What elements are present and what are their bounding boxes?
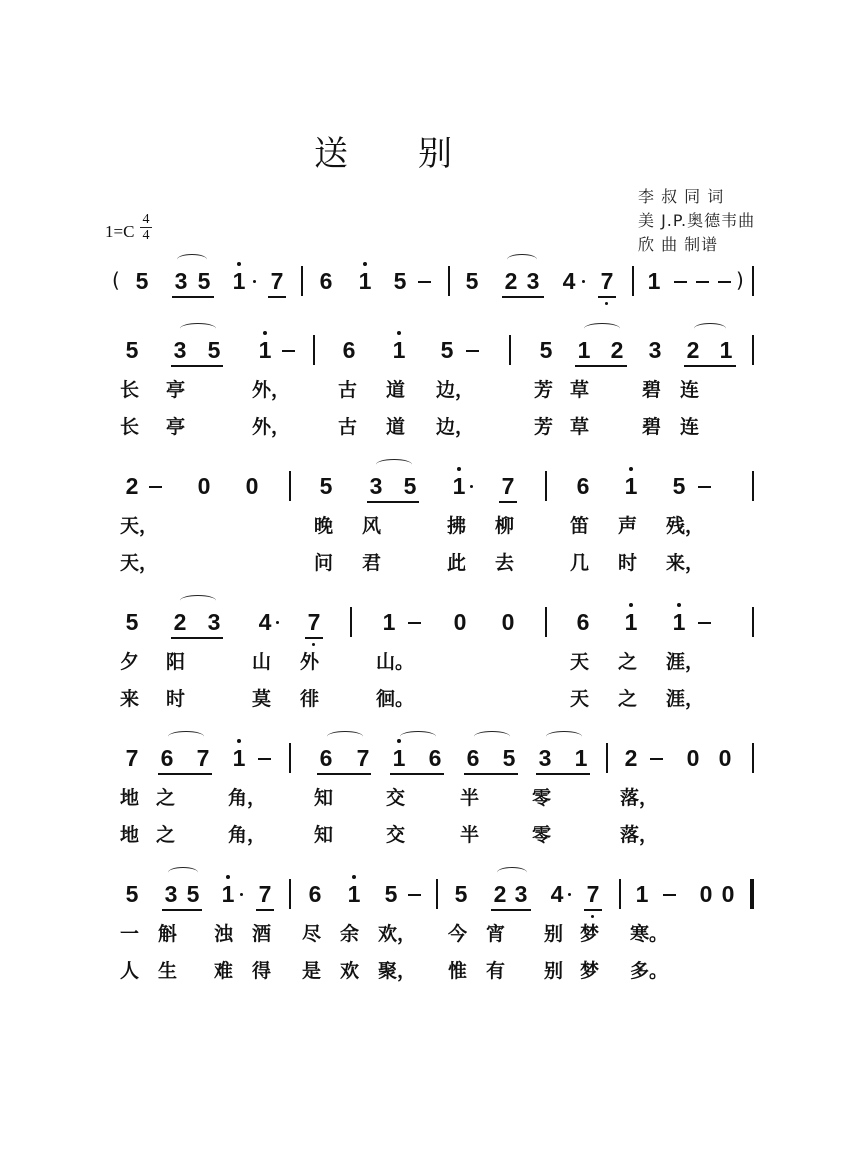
- lyric: 地: [120, 824, 140, 846]
- lyric: 之: [156, 824, 176, 846]
- dash: [698, 622, 711, 624]
- score-line-5: [0, 881, 862, 1011]
- augmentation-dot: [568, 893, 571, 896]
- dash: [408, 894, 421, 896]
- note: 6: [342, 337, 356, 363]
- note: 0: [699, 881, 713, 907]
- lyric: 零: [532, 787, 552, 809]
- underline: [367, 501, 419, 503]
- note: 3: [207, 609, 221, 635]
- lyric: 地: [120, 787, 140, 809]
- underline: [575, 365, 627, 367]
- lyric: 天: [570, 651, 590, 673]
- lyric: 山。: [376, 651, 415, 673]
- open-paren: (: [112, 268, 120, 292]
- lyric: 残，: [666, 515, 705, 537]
- note: 1: [647, 268, 661, 294]
- note: 7: [196, 745, 210, 771]
- lyric: 连: [680, 416, 700, 438]
- high-dot: [263, 331, 267, 335]
- barline: [313, 335, 315, 365]
- lyric: 草: [570, 379, 590, 401]
- lyric: 连: [680, 379, 700, 401]
- lyric: 长: [120, 416, 140, 438]
- note: 5: [186, 881, 200, 907]
- underline: [171, 365, 223, 367]
- note: 2: [493, 881, 507, 907]
- note: 1: [382, 609, 396, 635]
- underline: [464, 773, 518, 775]
- lyric: 斛: [158, 923, 178, 945]
- lyric: 风: [362, 515, 382, 537]
- note: 7: [258, 881, 272, 907]
- underline: [536, 773, 590, 775]
- lyric: 碧: [642, 416, 662, 438]
- augmentation-dot: [470, 485, 473, 488]
- score-line-3: [0, 609, 862, 739]
- note: 5: [125, 609, 139, 635]
- note: 5: [384, 881, 398, 907]
- lyric: 去: [495, 552, 515, 574]
- underline: [172, 296, 214, 298]
- lyric: 半: [460, 824, 480, 846]
- dash: [718, 281, 731, 283]
- note: 1: [670, 609, 688, 635]
- note: 5: [125, 881, 139, 907]
- underline: [684, 365, 736, 367]
- slur: [400, 731, 436, 742]
- high-dot: [352, 875, 356, 879]
- note: 1: [356, 268, 374, 294]
- note: 3: [174, 268, 188, 294]
- barline: [436, 879, 438, 909]
- final-barline: [750, 879, 754, 909]
- time-bottom: 4: [140, 227, 152, 243]
- lyric: 几: [570, 552, 590, 574]
- barline: [619, 879, 621, 909]
- lyric: 涯，: [666, 688, 705, 710]
- note: 3: [369, 473, 383, 499]
- low-dot: [312, 643, 315, 646]
- note: 6: [319, 268, 333, 294]
- barline: [752, 335, 754, 365]
- slur: [168, 731, 204, 742]
- lyric: 之: [156, 787, 176, 809]
- high-dot: [677, 603, 681, 607]
- lyric: 角，: [228, 824, 267, 846]
- note: 2: [504, 268, 518, 294]
- note: 0: [718, 745, 732, 771]
- lyric: 道: [386, 416, 406, 438]
- note: 2: [125, 473, 139, 499]
- note: 6: [319, 745, 333, 771]
- note: 1: [390, 337, 408, 363]
- dash: [674, 281, 687, 283]
- note: 7: [270, 268, 284, 294]
- score-line-1: [0, 337, 862, 467]
- note: 7: [598, 268, 616, 294]
- note: 1: [622, 473, 640, 499]
- lyric: 外: [300, 651, 320, 673]
- note: 5: [465, 268, 479, 294]
- note: 1: [230, 745, 248, 771]
- note: 5: [319, 473, 333, 499]
- note: 1: [622, 609, 640, 635]
- slur: [180, 595, 216, 606]
- barline: [289, 471, 291, 501]
- augmentation-dot: [276, 621, 279, 624]
- lyricist-credit: 李 叔 同 词: [638, 187, 725, 206]
- underline: [390, 773, 444, 775]
- lyric: 声: [618, 515, 638, 537]
- underline: [502, 296, 544, 298]
- augmentation-dot: [240, 893, 243, 896]
- note: 7: [584, 881, 602, 907]
- note: 1: [635, 881, 649, 907]
- note: 1: [574, 745, 588, 771]
- note: 2: [610, 337, 624, 363]
- lyric: 知: [314, 824, 334, 846]
- high-dot: [226, 875, 230, 879]
- slur: [177, 254, 207, 265]
- score-line-2: [0, 473, 862, 603]
- dash: [663, 894, 676, 896]
- lyric: 古: [338, 416, 358, 438]
- lyric: 欢: [340, 960, 360, 982]
- lyric: 天，: [120, 515, 159, 537]
- lyric: 半: [460, 787, 480, 809]
- note: 7: [125, 745, 139, 771]
- lyric: 交: [386, 824, 406, 846]
- lyric: 外，: [252, 379, 291, 401]
- slur: [376, 459, 412, 470]
- note: 6: [466, 745, 480, 771]
- lyric: 知: [314, 787, 334, 809]
- lyric: 此: [447, 552, 467, 574]
- lyric: 交: [386, 787, 406, 809]
- slur: [546, 731, 582, 742]
- lyric: 芳: [534, 416, 554, 438]
- lyric: 亭: [166, 379, 186, 401]
- dash: [650, 758, 663, 760]
- dash: [282, 350, 295, 352]
- high-dot: [629, 467, 633, 471]
- lyric: 别: [544, 960, 564, 982]
- lyric: 芳: [534, 379, 554, 401]
- note: 1: [577, 337, 591, 363]
- note: 5: [672, 473, 686, 499]
- note: 2: [624, 745, 638, 771]
- note: 5: [125, 337, 139, 363]
- lyric: 笛: [570, 515, 590, 537]
- note: 5: [454, 881, 468, 907]
- note: 3: [648, 337, 662, 363]
- lyric: 人: [120, 960, 140, 982]
- note: 3: [164, 881, 178, 907]
- note: 0: [501, 609, 515, 635]
- high-dot: [237, 739, 241, 743]
- high-dot: [237, 262, 241, 266]
- lyric: 寒。: [630, 923, 669, 945]
- underline: [158, 773, 212, 775]
- underline: [499, 501, 517, 503]
- lyric: 阳: [166, 651, 186, 673]
- high-dot: [397, 331, 401, 335]
- slur: [168, 867, 198, 878]
- note: 7: [305, 609, 323, 635]
- lyric: 落，: [620, 824, 659, 846]
- lyric: 零: [532, 824, 552, 846]
- note: 1: [450, 473, 468, 499]
- lyric: 涯，: [666, 651, 705, 673]
- barline: [752, 266, 754, 296]
- underline: [162, 909, 202, 911]
- dash: [258, 758, 271, 760]
- lyric: 别: [544, 923, 564, 945]
- high-dot: [363, 262, 367, 266]
- augmentation-dot: [582, 280, 585, 283]
- lyric: 拂: [447, 515, 467, 537]
- lyric: 山: [252, 651, 272, 673]
- barline: [606, 743, 608, 773]
- lyric: 得: [252, 960, 272, 982]
- note: 6: [160, 745, 174, 771]
- underline: [171, 637, 223, 639]
- lyric: 亭: [166, 416, 186, 438]
- note: 4: [562, 268, 576, 294]
- lyric: 边，: [436, 416, 475, 438]
- score-line-4: [0, 745, 862, 875]
- note: 4: [550, 881, 564, 907]
- barline: [545, 607, 547, 637]
- underline: [491, 909, 531, 911]
- lyric: 酒: [252, 923, 272, 945]
- underline: [317, 773, 371, 775]
- barline: [752, 743, 754, 773]
- lyric: 聚，: [378, 960, 417, 982]
- lyric: 时: [618, 552, 638, 574]
- underline: [584, 909, 602, 911]
- lyric: 徘: [300, 688, 320, 710]
- lyric: 生: [158, 960, 178, 982]
- lyric: 尽: [302, 923, 322, 945]
- high-dot: [397, 739, 401, 743]
- note: 6: [428, 745, 442, 771]
- barline: [289, 743, 291, 773]
- composer-credit: 美 J.P.奥德韦曲: [638, 211, 756, 230]
- slur: [694, 323, 726, 334]
- note: 5: [403, 473, 417, 499]
- barline: [509, 335, 511, 365]
- lyric: 宵: [486, 923, 506, 945]
- note: 7: [356, 745, 370, 771]
- lyric: 君: [362, 552, 382, 574]
- note: 1: [390, 745, 408, 771]
- note: 1: [345, 881, 363, 907]
- underline: [305, 637, 323, 639]
- note: 3: [173, 337, 187, 363]
- lyric: 碧: [642, 379, 662, 401]
- lyric: 长: [120, 379, 140, 401]
- time-top: 4: [142, 212, 150, 227]
- note: 5: [440, 337, 454, 363]
- lyric: 古: [338, 379, 358, 401]
- low-dot: [591, 915, 594, 918]
- underline: [598, 296, 616, 298]
- lyric: 落，: [620, 787, 659, 809]
- note: 0: [453, 609, 467, 635]
- augmentation-dot: [253, 280, 256, 283]
- lyric: 来: [120, 688, 140, 710]
- barline: [752, 607, 754, 637]
- lyric: 天，: [120, 552, 159, 574]
- note: 5: [135, 268, 149, 294]
- note: 5: [197, 268, 211, 294]
- note: 6: [576, 609, 590, 635]
- note: 5: [539, 337, 553, 363]
- lyric: 之: [618, 688, 638, 710]
- note: 1: [719, 337, 733, 363]
- title-char-2: 别: [418, 134, 452, 174]
- slur: [507, 254, 537, 265]
- time-signature: [140, 212, 152, 243]
- dash: [698, 486, 711, 488]
- note: 0: [197, 473, 211, 499]
- lyric: 夕: [120, 651, 140, 673]
- lyric: 晚: [314, 515, 334, 537]
- underline: [268, 296, 286, 298]
- note: 6: [576, 473, 590, 499]
- lyric: 来，: [666, 552, 705, 574]
- lyric: 徊。: [376, 688, 415, 710]
- note: 3: [538, 745, 552, 771]
- lyric: 莫: [252, 688, 272, 710]
- dash: [696, 281, 709, 283]
- dash: [418, 281, 431, 283]
- barline: [545, 471, 547, 501]
- underline: [256, 909, 274, 911]
- high-dot: [457, 467, 461, 471]
- note: 5: [207, 337, 221, 363]
- barline: [301, 266, 303, 296]
- note: 7: [501, 473, 515, 499]
- slur: [474, 731, 510, 742]
- lyric: 梦: [580, 923, 600, 945]
- slur: [180, 323, 216, 334]
- dash: [408, 622, 421, 624]
- slur: [327, 731, 363, 742]
- note: 3: [514, 881, 528, 907]
- lyric: 一: [120, 923, 140, 945]
- note: 6: [308, 881, 322, 907]
- lyric: 多。: [630, 960, 669, 982]
- lyric: 边，: [436, 379, 475, 401]
- high-dot: [629, 603, 633, 607]
- dash: [149, 486, 162, 488]
- dash: [466, 350, 479, 352]
- slur: [584, 323, 620, 334]
- close-paren: ): [736, 268, 744, 292]
- note: 0: [245, 473, 259, 499]
- lyric: 惟: [448, 960, 468, 982]
- barline: [350, 607, 352, 637]
- slur: [497, 867, 527, 878]
- lyric: 有: [486, 960, 506, 982]
- note: 1: [256, 337, 274, 363]
- note: 0: [721, 881, 735, 907]
- lyric: 问: [314, 552, 334, 574]
- barline: [752, 471, 754, 501]
- lyric: 今: [448, 923, 468, 945]
- arranger-credit: 欣 曲 制谱: [638, 235, 719, 254]
- note: 4: [258, 609, 272, 635]
- lyric: 角，: [228, 787, 267, 809]
- lyric: 是: [302, 960, 322, 982]
- lyric: 外，: [252, 416, 291, 438]
- note: 1: [219, 881, 237, 907]
- barline: [289, 879, 291, 909]
- note: 1: [230, 268, 248, 294]
- barline: [632, 266, 634, 296]
- note: 3: [526, 268, 540, 294]
- note: 0: [686, 745, 700, 771]
- note: 5: [393, 268, 407, 294]
- low-dot: [605, 302, 608, 305]
- lyric: 之: [618, 651, 638, 673]
- note: 5: [502, 745, 516, 771]
- key-label: 1=C: [105, 222, 135, 241]
- lyric: 浊: [214, 923, 234, 945]
- note: 2: [173, 609, 187, 635]
- lyric: 梦: [580, 960, 600, 982]
- lyric: 余: [340, 923, 360, 945]
- lyric: 欢，: [378, 923, 417, 945]
- lyric: 难: [214, 960, 234, 982]
- barline: [448, 266, 450, 296]
- note: 2: [686, 337, 700, 363]
- lyric: 草: [570, 416, 590, 438]
- lyric: 时: [166, 688, 186, 710]
- lyric: 道: [386, 379, 406, 401]
- title-char-1: 送: [314, 134, 348, 174]
- lyric: 柳: [495, 515, 515, 537]
- lyric: 天: [570, 688, 590, 710]
